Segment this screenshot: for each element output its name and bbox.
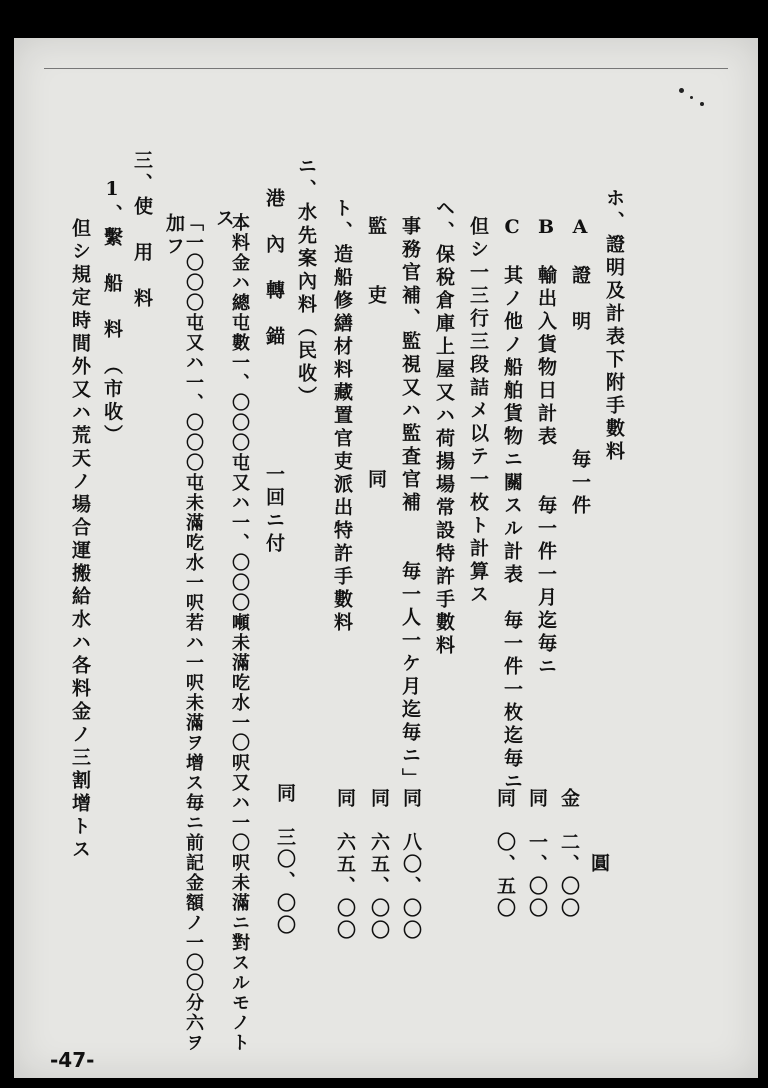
fee-value: 金 二、〇〇 <box>558 788 580 920</box>
page-rule <box>44 68 728 69</box>
fee-value: 同 一、〇〇 <box>526 788 548 920</box>
text-column: ニ、水先案內料（民收） <box>295 156 317 409</box>
page-number: -47- <box>50 1048 95 1072</box>
text-column: ト、造船修繕材料藏置官吏派出特許手數料 <box>331 198 353 635</box>
ink-speck <box>679 88 684 93</box>
text-column: 但シ規定時間外又ハ荒天ノ場合運搬給水ハ各料金ノ三割增トス <box>69 218 91 862</box>
fee-unit: 圓 <box>588 853 610 875</box>
fee-value: 同 六五、〇〇 <box>368 788 390 942</box>
text-column: 加フ <box>163 213 185 259</box>
text-column: C 其ノ他ノ船舶貨物ニ關スル計表 毎一件一枚迄毎ニ <box>501 216 523 794</box>
text-column: 「一〇〇〇屯又ハ一、〇〇〇屯未滿吃水一呎若ハ一呎未滿ヲ增ス毎ニ前記金額ノ一〇〇分六ヲ <box>183 213 204 1053</box>
document-page <box>14 38 758 1078</box>
text-column: ス <box>213 208 235 231</box>
text-column: ホ、證明及計表下附手數料 <box>603 188 625 464</box>
text-column: 但シ一三行三段詰メ以テ一枚ト計算ス <box>467 216 489 607</box>
fee-value: 同 〇、五〇 <box>494 788 516 920</box>
fee-value: 同 八〇、〇〇 <box>400 788 422 942</box>
text-column: 三、使 用 料 <box>131 150 153 311</box>
ink-speck <box>690 96 693 99</box>
text-column: A 證 明 毎一件 <box>569 216 591 518</box>
text-column: 1、繫 船 料 （市收） <box>101 178 123 448</box>
fee-value: 同 三〇、〇〇 <box>274 783 296 937</box>
text-column: 港 內 轉 錨 一回ニ付 <box>263 188 285 556</box>
text-column: B 輸出入貨物日計表 毎一件一月迄毎ニ <box>535 216 557 679</box>
text-column: 事務官補、監視又ハ監査官補 毎一人一ケ月迄毎ニ」 <box>399 216 421 791</box>
text-column: 本料金ハ總屯數一、〇〇〇屯又ハ一、〇〇〇噸未滿吃水一〇呎又ハ一〇呎未滿ニ對スルモノト <box>229 213 250 1053</box>
text-column: 監 吏 同 <box>365 216 387 492</box>
ink-speck <box>700 102 704 106</box>
fee-value: 同 六五、〇〇 <box>334 788 356 942</box>
text-column: ヘ、保稅倉庫上屋又ハ荷揚場常設特許手數料 <box>433 198 455 658</box>
